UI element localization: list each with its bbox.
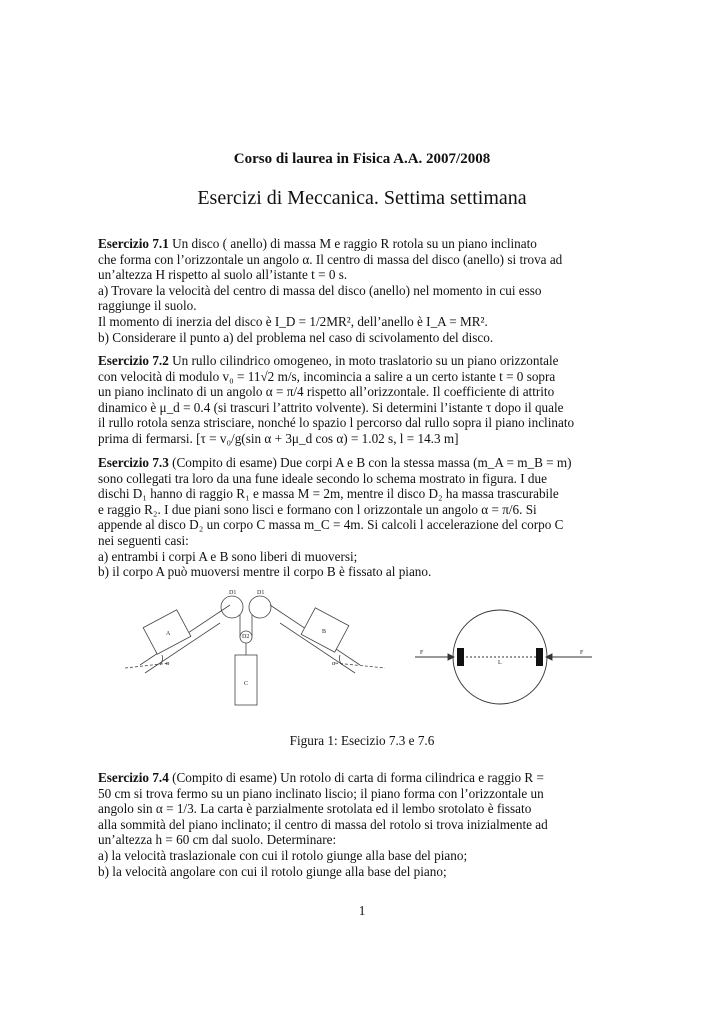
exercise-line: che forma con l’orizzontale un angolo α. Il centro di massa del disco (anello) si trova ad [98, 251, 563, 267]
label-d1-right: D1 [257, 590, 265, 596]
ground-line-left [125, 663, 170, 668]
exercise-7-3 [98, 455, 628, 580]
pulley-d1-left [221, 596, 243, 618]
label-d2: D2 [242, 634, 250, 640]
exercise-line: sono collegati tra loro da una fune ideale secondo lo schema mostrato in figura. I due [98, 470, 547, 486]
exercise-line: dischi D₁ hanno di raggio R₁ e massa M = 2m, mentre il disco D₂ ha massa trascurabile [98, 486, 559, 502]
exercise-line: il rullo rotola senza strisciare, nonché lo spazio l percorso dal rullo sopra il piano inclinato [98, 415, 575, 431]
figure-disc-forces [410, 595, 600, 720]
label-d1-left: D1 [229, 590, 237, 596]
exercise-line: angolo sin α = 1/3. La carta è parzialmente srotolata ed il lembo srotolato è fissato [98, 801, 532, 817]
label-f-right: F [580, 650, 584, 656]
exercise-line: Esercizio 7.1 Un disco ( anello) di massa M e raggio R rotola su un piano inclinato [98, 236, 537, 251]
label-alpha-left: α [166, 661, 170, 667]
exercise-heading: Esercizio 7.4 [98, 770, 169, 785]
figure-caption: Figura 1: Esecizio 7.3 e 7.6 [289, 733, 435, 748]
exercise-heading: Esercizio 7.1 [98, 236, 169, 251]
exercise-line: un’altezza h = 60 cm dal suolo. Determinare: [98, 832, 337, 848]
exercise-line: a) entrambi i corpi A e B sono liberi di muoversi; [98, 548, 358, 564]
block-c [235, 655, 257, 705]
exercise-line: e raggio R₂. I due piani sono lisci e formano con l orizzontale un angolo α = π/6. Si [98, 501, 537, 517]
label-f-left: F [420, 650, 424, 656]
label-a: A [166, 631, 171, 637]
pulley-d1-right [249, 596, 271, 618]
exercise-7-1 [98, 236, 628, 345]
label-l: L [498, 660, 502, 666]
exercise-line: nei seguenti casi: [98, 532, 189, 548]
exercise-line: Esercizio 7.3 (Compito di esame) Due corpi A e B con la stessa massa (m_A = m_B = m) [98, 455, 572, 470]
wheel-left [457, 648, 464, 666]
exercise-line: b) la velocità angolare con cui il rotolo giunge alla base del piano; [98, 863, 447, 879]
exercise-line: Esercizio 7.2 Un rullo cilindrico omogeneo, in moto traslatorio su un piano orizzontale [98, 353, 559, 368]
page-title: Esercizi di Meccanica. Settima settimana [197, 187, 527, 209]
exercise-heading: Esercizio 7.3 [98, 455, 169, 470]
exercise-line: 50 cm si trova fermo su un piano inclinato liscio; il piano forma con l’orizzontale un [98, 785, 544, 801]
exercise-line: Esercizio 7.4 (Compito di esame) Un rotolo di carta di forma cilindrica e raggio R = [98, 770, 544, 785]
exercise-line: appende al disco D₂ un corpo C massa m_C = 4m. Si calcoli l accelerazione del corpo C [98, 517, 564, 533]
exercise-line: un’altezza H rispetto al suolo all’istante t = 0 s. [98, 267, 348, 283]
label-c: C [244, 681, 249, 687]
wheel-right [536, 648, 543, 666]
exercise-line: Il momento di inerzia del disco è I_D = 1/2MR², dell’anello è I_A = MR². [98, 313, 488, 329]
exercise-line: a) la velocità traslazionale con cui il rotolo giunge alla base del piano; [98, 847, 468, 863]
figure-inclined-planes [120, 585, 390, 710]
ground-line-right [335, 663, 385, 668]
label-alpha-right: α [332, 661, 336, 667]
exercise-7-2 [98, 353, 628, 447]
exercise-line: b) Considerare il punto a) del problema nel caso di scivolamento del disco. [98, 329, 494, 345]
label-b: B [322, 629, 327, 635]
exercise-heading: Esercizio 7.2 [98, 353, 169, 368]
exercise-line: dinamico è μ_d = 0.4 (si trascuri l’attrito volvente). Si determini l’istante τ dopo il quale [98, 399, 564, 415]
course-header: Corso di laurea in Fisica A.A. 2007/2008 [233, 151, 491, 167]
exercise-line: un piano inclinato di un angolo α = π/4 rispetto all’orizzontale. Il coefficiente di attrito [98, 384, 555, 400]
exercise-line: raggiunge il suolo. [98, 298, 197, 314]
exercise-line: con velocità di modulo v₀ = 11√2 m/s, incomincia a salire a un certo istante t = 0 sopra [98, 368, 556, 384]
exercise-line: a) Trovare la velocità del centro di massa del disco (anello) nel momento in cui esso [98, 282, 542, 298]
page-number: 1 [358, 903, 366, 918]
exercise-line: prima di fermarsi. [τ = v₀/g(sin α + 3μ_d cos α) = 1.02 s, l = 14.3 m] [98, 430, 459, 446]
exercise-line: b) il corpo A può muoversi mentre il corpo B è fissato al piano. [98, 564, 432, 580]
exercise-line: alla sommità del piano inclinato; il centro di massa del rotolo si trova inizialmente ad [98, 816, 548, 832]
exercise-7-4 [98, 770, 628, 879]
